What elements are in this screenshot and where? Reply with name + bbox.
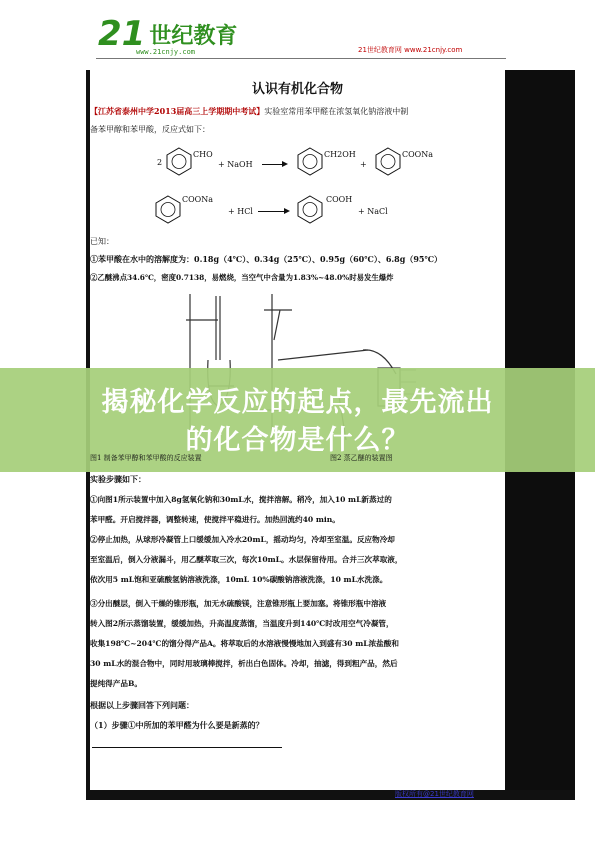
benzene-ring-icon xyxy=(296,146,324,176)
headline-line-1: 揭秘化学反应的起点，最先流出 xyxy=(101,387,494,418)
step-3-line-2: 转入图2所示蒸馏装置，缓缓加热，升高温度蒸馏，当温度升到140℃时改用空气冷凝管， xyxy=(90,619,394,628)
known-label: 已知： xyxy=(90,237,114,246)
reaction-1-plus: + xyxy=(360,160,367,169)
question-1: （1）步骤①中所加的苯甲醛为什么要是新蒸的？ xyxy=(90,720,264,730)
known-item-1: ①苯甲酸在水中的溶解度为：0.18g（4℃）、0.34g（25℃）、0.95g（60℃）、6.8g（95℃） xyxy=(90,254,443,264)
header-rule xyxy=(96,58,506,59)
reaction-2-r2: + HCl xyxy=(228,207,253,216)
logo-subtitle: www.21cnjy.com xyxy=(136,48,196,56)
reaction-1-p2-group: COONa xyxy=(402,150,434,159)
header-link[interactable]: 21世纪教育网 www.21cnjy.com xyxy=(358,46,463,54)
benzene-ring-icon xyxy=(296,194,324,224)
known-item-2: ②乙醚沸点34.6℃，密度0.7138，易燃烧，当空气中含量为1.83%~48.0%时易发生爆炸 xyxy=(90,273,394,282)
reaction-1-p1-group: CH2OH xyxy=(324,150,356,159)
reaction-1-r1-group: CHO xyxy=(193,150,213,159)
step-3-line-1: ③分出醚层，倒入干燥的锥形瓶，加无水硫酸镁，注意锥形瓶上要加塞。将锥形瓶中溶液 xyxy=(90,599,387,608)
site-logo[interactable] xyxy=(98,14,237,54)
steps-label: 实验步骤如下： xyxy=(90,474,146,484)
step-2-line-1: ②停止加热，从球形冷凝管上口缓缓加入冷水20mL，摇动均匀，冷却至室温。反应物冷却 xyxy=(90,535,395,544)
figure-1-caption: 图1 制备苯甲醇和苯甲酸的反应装置 xyxy=(90,454,202,462)
step-3-line-3: 收集198℃~204℃的馏分得产品A。将萃取后的水溶液慢慢地加入到盛有30 mL浓盐酸和 xyxy=(90,639,399,648)
step-2-line-3: 依次用5 mL饱和亚硫酸氢钠溶液洗涤，10mL 10%碳酸钠溶液洗涤，10 mL水洗涤。 xyxy=(90,575,388,584)
benzene-ring-icon xyxy=(165,146,193,176)
intro-line-2: 备苯甲醇和苯甲酸，反应式如下： xyxy=(90,125,210,134)
scan-edge-bottom xyxy=(86,790,575,800)
question-intro: 根据以上步骤回答下列问题： xyxy=(90,700,194,710)
reaction-1-coef: 2 xyxy=(157,158,163,167)
headline-line-2: 的化合物是什么？ xyxy=(185,425,410,456)
step-3-line-5: 提纯得产品B。 xyxy=(90,679,142,688)
headline-text xyxy=(0,384,595,460)
benzene-ring-icon xyxy=(374,146,402,176)
reaction-1-r2: + NaOH xyxy=(218,160,253,169)
answer-line xyxy=(92,747,282,748)
figure-2-caption: 图2 蒸乙醚的装置图 xyxy=(330,454,393,462)
intro-text-1: 实验室常用苯甲醛在浓氢氧化钠溶液中制 xyxy=(264,107,409,116)
step-1-line-2: 苯甲醛。开启搅拌器，调整转速，使搅拌平稳进行。加热回流约40 min。 xyxy=(90,515,340,524)
reaction-arrow-icon xyxy=(262,164,286,165)
benzene-ring-icon xyxy=(154,194,182,224)
reaction-arrow-icon xyxy=(258,211,288,212)
reaction-2-p1-group: COOH xyxy=(326,195,353,204)
step-1-line-1: ①向图1所示装置中加入8g氢氧化钠和30mL水，搅拌溶解。稍冷，加入10 mL新蒸过的 xyxy=(90,495,392,504)
logo-text: 世纪教育 xyxy=(149,23,238,49)
page-title: 认识有机化合物 xyxy=(251,82,343,97)
logo-mark: 21 xyxy=(98,14,146,54)
step-2-line-2: 至室温后，倒入分液漏斗，用乙醚萃取三次，每次10mL。水层保留待用。合并三次萃取液， xyxy=(90,555,403,564)
reaction-2-r1-group: COONa xyxy=(182,195,214,204)
step-3-line-4: 30 mL水的混合物中，同时用玻璃棒搅拌，析出白色固体。冷却，抽滤，得到粗产品，然后 xyxy=(90,659,398,668)
intro-line-1 xyxy=(90,106,408,117)
footer-link[interactable]: 版权所有@21世纪教育网 xyxy=(395,790,474,798)
reaction-2-p2: + NaCl xyxy=(358,207,388,216)
intro-source: 【江苏省泰州中学2013届高三上学期期中考试】 xyxy=(90,106,265,116)
